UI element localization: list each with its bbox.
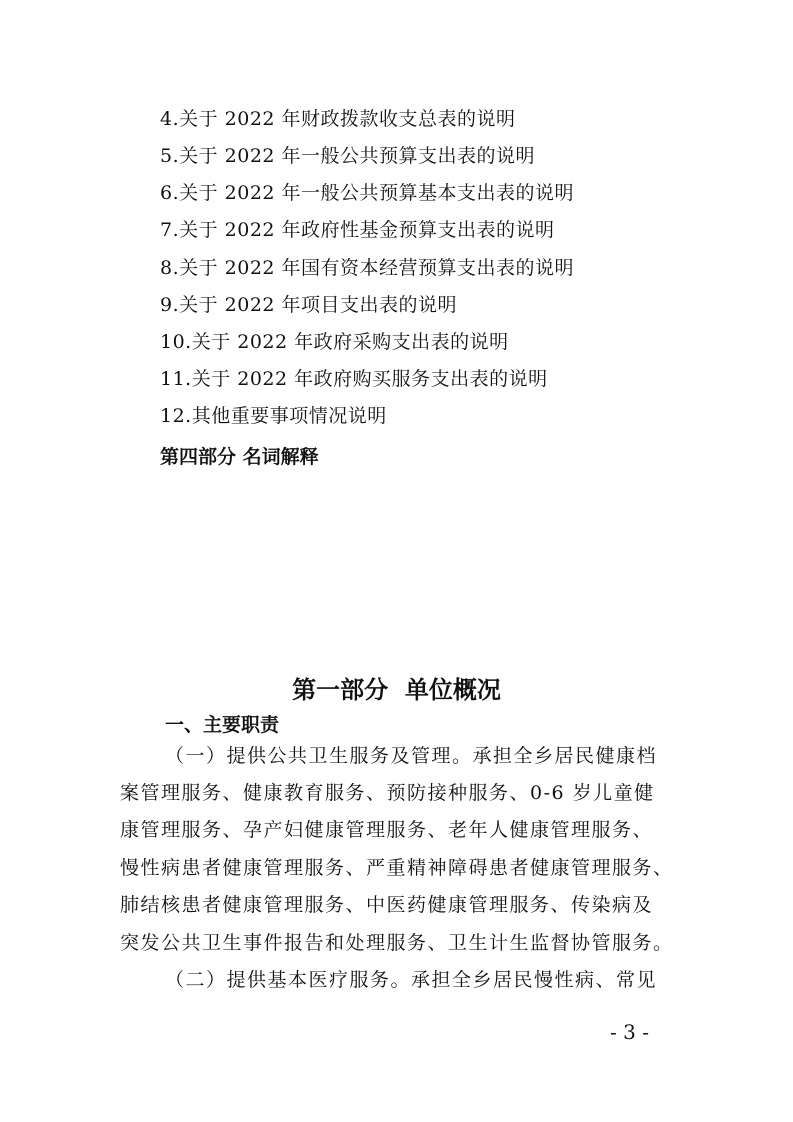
toc-item: 5.关于 2022 年一般公共预算支出表的说明 <box>160 145 536 167</box>
toc-part-four-heading: 第四部分 名词解释 <box>160 446 319 468</box>
toc-item: 7.关于 2022 年政府性基金预算支出表的说明 <box>160 219 555 241</box>
toc-item: 4.关于 2022 年财政拨款收支总表的说明 <box>160 108 516 130</box>
paragraph-line: 案管理服务、健康教育服务、预防接种服务、0-6 岁儿童健 <box>120 782 655 804</box>
section-title: 第一部分 单位概况 <box>292 676 501 704</box>
paragraph-line: 康管理服务、孕产妇健康管理服务、老年人健康管理服务、 <box>120 819 654 841</box>
page-number: - 3 - <box>610 1020 649 1044</box>
paragraph-line: 肺结核患者健康管理服务、中医药健康管理服务、传染病及 <box>120 894 654 916</box>
toc-item: 8.关于 2022 年国有资本经营预算支出表的说明 <box>160 257 575 279</box>
paragraph-line: （二）提供基本医疗服务。承担全乡居民慢性病、常见 <box>165 969 658 991</box>
paragraph-line: 突发公共卫生事件报告和处理服务、卫生计生监督协管服务。 <box>120 932 674 954</box>
toc-item: 10.关于 2022 年政府采购支出表的说明 <box>160 331 509 353</box>
toc-item: 11.关于 2022 年政府购买服务支出表的说明 <box>160 368 548 390</box>
paragraph-line: （一）提供公共卫生服务及管理。承担全乡居民健康档 <box>165 745 658 767</box>
toc-item: 12.其他重要事项情况说明 <box>160 405 387 427</box>
paragraph-line: 慢性病患者健康管理服务、严重精神障碍患者健康管理服务、 <box>120 857 674 879</box>
toc-item: 9.关于 2022 年项目支出表的说明 <box>160 294 458 316</box>
toc-item: 6.关于 2022 年一般公共预算基本支出表的说明 <box>160 182 575 204</box>
section-subheading: 一、主要职责 <box>165 714 280 736</box>
